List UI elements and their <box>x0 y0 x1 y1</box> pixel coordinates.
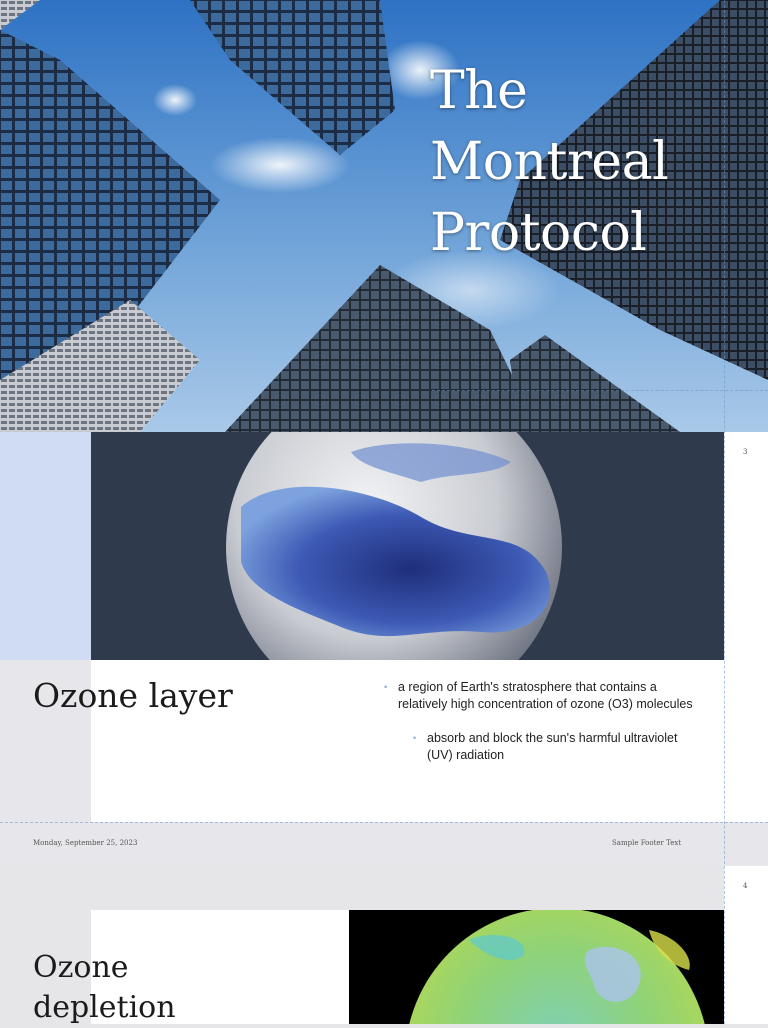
heading-line: depletion <box>33 990 176 1025</box>
guide-line <box>724 0 725 1024</box>
right-margin <box>724 476 768 822</box>
title-slide <box>0 0 768 432</box>
ozone-layer-slide <box>0 432 768 866</box>
title-line: Montreal <box>430 132 669 192</box>
earth-globe-image <box>91 432 724 660</box>
slide-heading <box>33 948 176 1028</box>
guide-line <box>432 390 768 391</box>
presentation-title <box>430 56 668 269</box>
ozone-map-image <box>349 910 724 1024</box>
page-number: 3 <box>743 448 748 456</box>
slide-footer <box>0 822 768 866</box>
heading-line: Ozone <box>33 950 129 985</box>
bullet-item: • a region of Earth's stratosphere that contains a relatively high concentration of ozone (O3) molecules <box>384 679 704 713</box>
sub-bullet-item: • absorb and block the sun's harmful ultraviolet (UV) radiation <box>413 730 704 764</box>
ozone-depletion-slide <box>0 866 768 1024</box>
bullet-list <box>384 679 704 764</box>
ozone-globe-graphic <box>349 910 724 1024</box>
slide-heading: Ozone layer <box>33 676 233 715</box>
page-number-box <box>724 866 768 910</box>
page-number-box <box>724 432 768 476</box>
page-number: 4 <box>743 882 748 890</box>
title-line: The <box>430 61 528 121</box>
accent-panel <box>0 432 91 660</box>
title-line: Protocol <box>430 203 647 263</box>
footer-date: Monday, September 25, 2023 <box>33 839 138 847</box>
footer-text: Sample Footer Text <box>612 839 682 847</box>
earth-globe-graphic <box>91 432 724 660</box>
right-margin <box>724 910 768 1024</box>
